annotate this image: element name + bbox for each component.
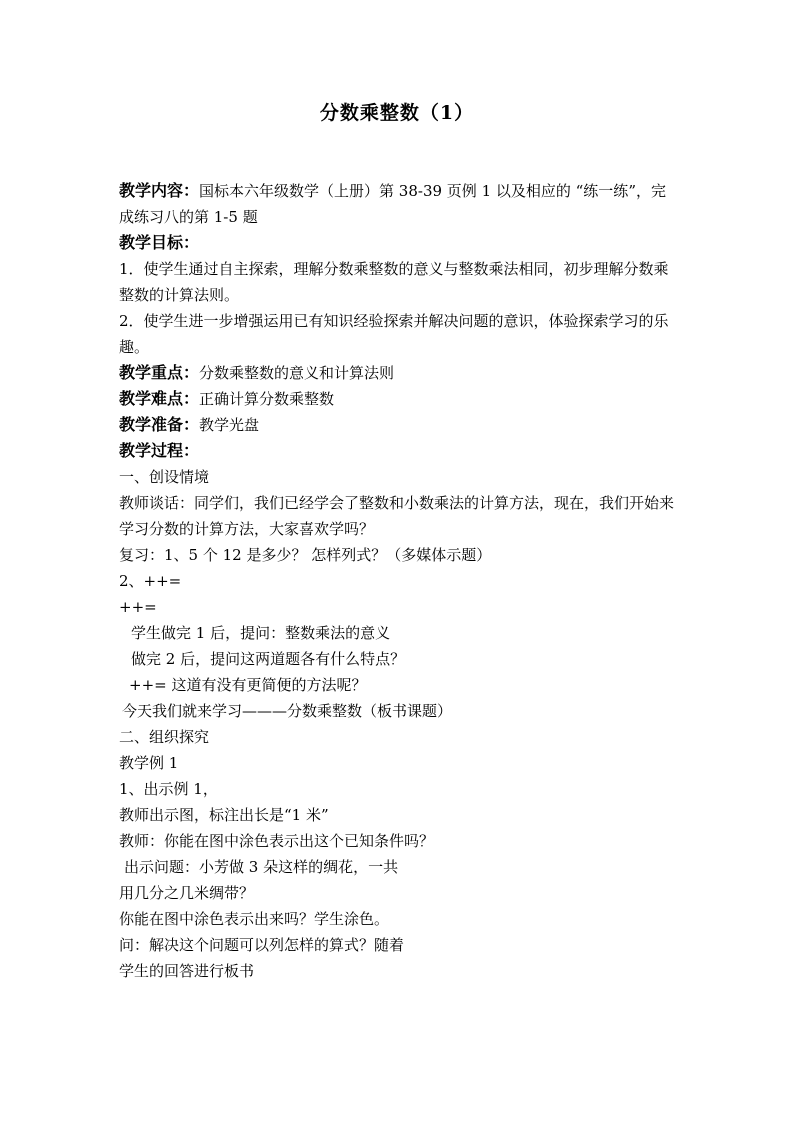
- teaching-content-label: 教学内容：: [119, 181, 200, 200]
- process-line-1: 学生做完 1 后，提问：整数乘法的意义: [131, 624, 391, 642]
- example-line-2: 教师出示图，标注出长是“1 米”: [119, 806, 329, 824]
- example-heading: 教学例 1: [119, 754, 179, 772]
- teaching-content-paragraph: [119, 178, 679, 230]
- document-body: [119, 178, 679, 984]
- section-heading-2: 二、组织探究: [119, 728, 210, 746]
- example-line-5: 用几分之几米绸带？: [119, 884, 255, 902]
- teaching-key-text: 分数乘整数的意义和计算法则: [199, 364, 395, 382]
- example-line-3: 教师：你能在图中涂色表示出这个已知条件吗？: [119, 832, 435, 850]
- teaching-key-paragraph: [119, 360, 679, 386]
- example-step-1: 1、出示例 1，: [119, 780, 218, 798]
- goal-item-2: 2．使学生进一步增强运用已有知识经验探索并解决问题的意识，体验探索学习的乐趣。: [119, 312, 669, 356]
- teaching-goals-label: 教学目标：: [119, 233, 200, 252]
- teaching-prep-paragraph: [119, 412, 679, 438]
- example-line-4: 出示问题：小芳做 3 朵这样的绸花，一共: [124, 858, 399, 876]
- goal-item-1: 1．使学生通过自主探索，理解分数乘整数的意义与整数乘法相同，初步理解分数乘整数的计算法则。: [119, 260, 669, 304]
- teacher-talk-paragraph: 教师谈话：同学们，我们已经学会了整数和小数乘法的计算方法，现在，我们开始来学习分数的计算方法，大家喜欢学吗？: [119, 494, 675, 538]
- teaching-difficulty-label: 教学难点：: [119, 389, 200, 408]
- teaching-prep-label: 教学准备：: [119, 415, 200, 434]
- process-line-4: 今天我们就来学习———分数乘整数（板书课题）: [122, 702, 453, 720]
- teaching-difficulty-paragraph: [119, 386, 679, 412]
- example-line-7: 问：解决这个问题可以列怎样的算式？随着: [119, 936, 405, 954]
- teaching-content-text: 国标本六年级数学（上册）第 38-39 页例 1 以及相应的 “练一练”，完成练习八的第 1-5 题: [119, 182, 666, 226]
- review-line: 复习：1、5 个 12 是多少？ 怎样列式？（多媒体示题）: [119, 546, 492, 564]
- teaching-process-label: 教学过程：: [119, 441, 200, 460]
- teaching-difficulty-text: 正确计算分数乘整数: [199, 390, 335, 408]
- process-line-3: ++= 这道有没有更简便的方法呢？: [129, 676, 367, 694]
- teaching-prep-text: 教学光盘: [199, 416, 260, 434]
- process-line-2: 做完 2 后，提问这两道题各有什么特点？: [131, 650, 406, 668]
- document-title: 分数乘整数（1）: [319, 102, 475, 124]
- review-item-2-cont: ++=: [119, 598, 157, 616]
- review-item-2: 2、++=: [119, 572, 182, 590]
- example-line-6: 你能在图中涂色表示出来吗？学生涂色。: [119, 910, 390, 928]
- section-heading-1: 一、创设情境: [119, 468, 210, 486]
- example-line-8: 学生的回答进行板书: [119, 962, 255, 980]
- teaching-key-label: 教学重点：: [119, 363, 200, 382]
